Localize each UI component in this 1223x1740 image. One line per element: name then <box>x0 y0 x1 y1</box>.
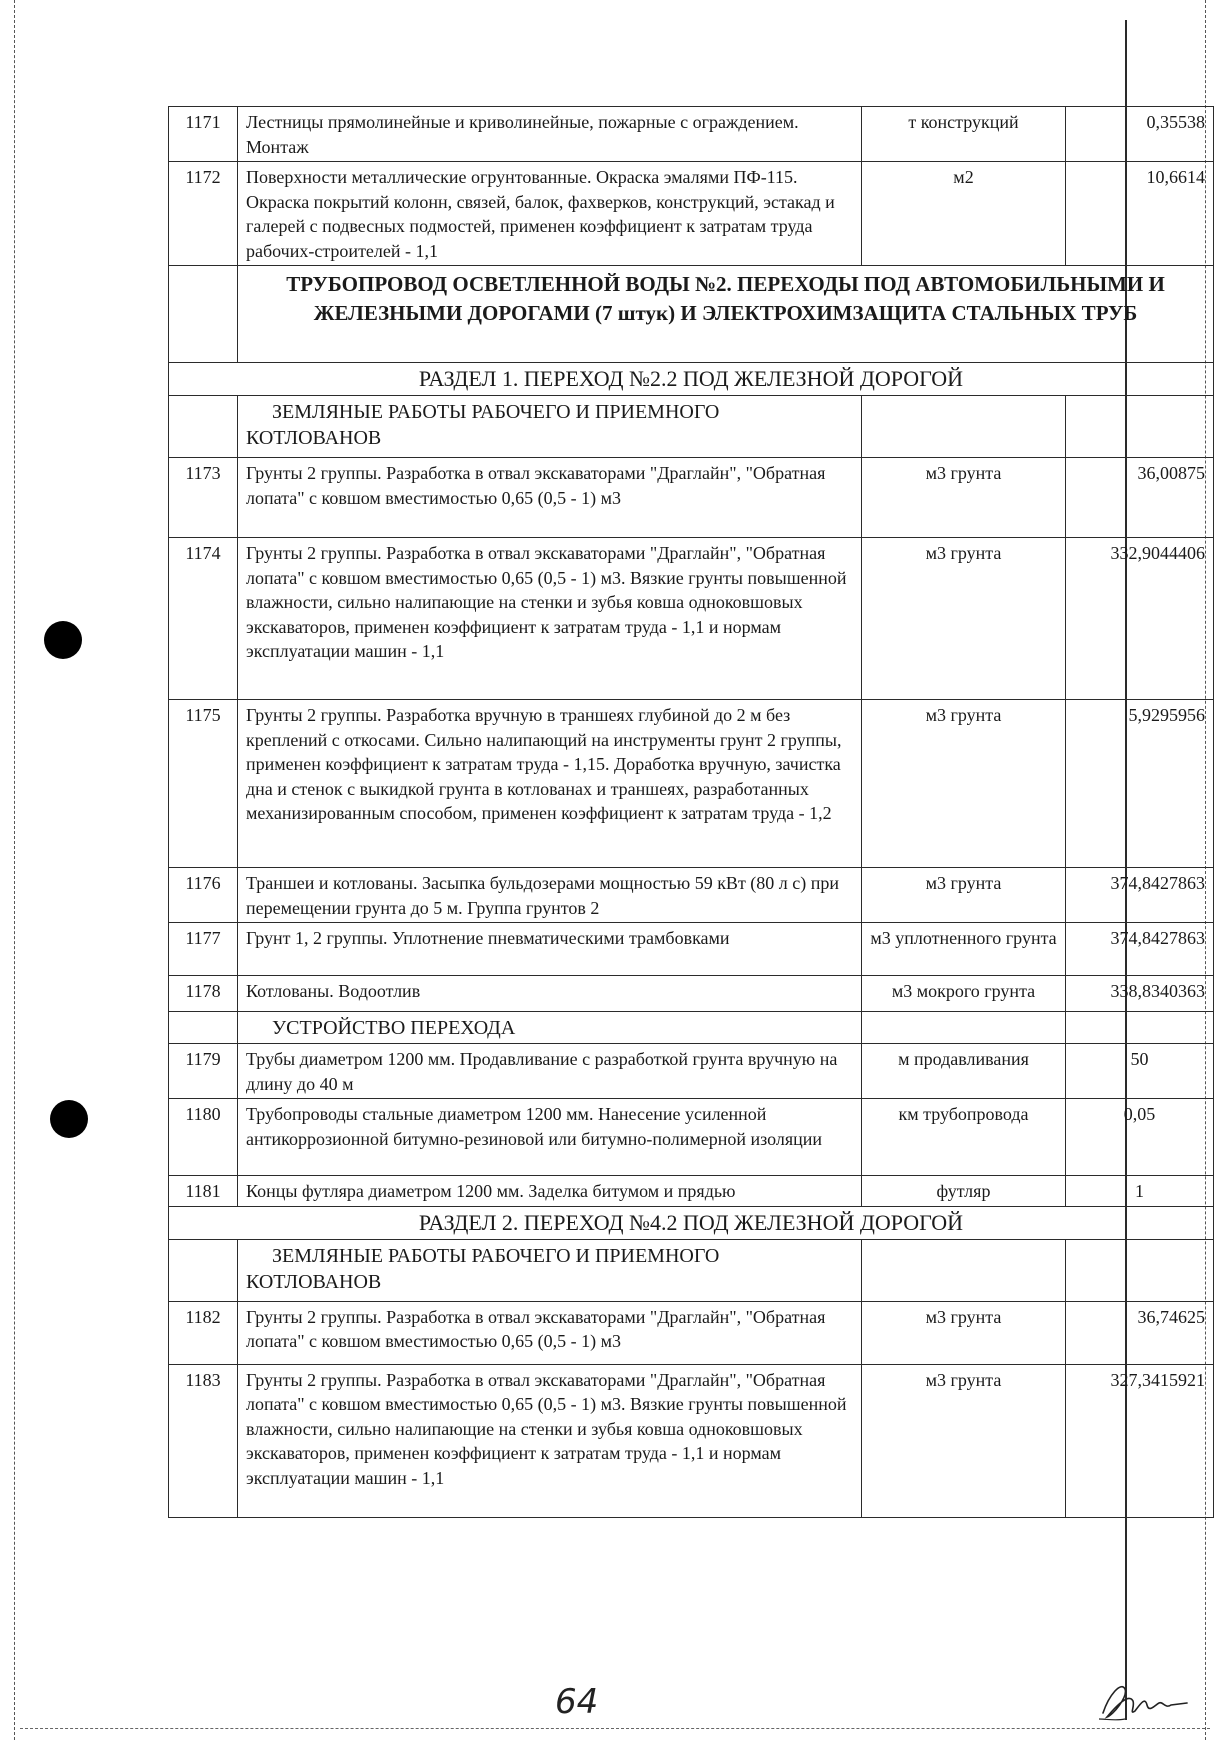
estimate-table <box>168 106 1214 1518</box>
row-quantity: 36,74625 <box>1066 1301 1214 1364</box>
row-description: Грунты 2 группы. Разработка вручную в траншеях глубиной до 2 м без креплений с откосами. Сильно налипающий на инструменты грунт 2 группы, применен коэффициент к затратам труда - 1,15. Доработка вручную, зачистка дна и стенок с выкидкой грунта в котлованах и траншеях, разработанных механизированным способом, применен коэффициент к затратам труда - 1,2 <box>238 700 862 868</box>
table-row <box>169 976 1214 1012</box>
row-number: 1181 <box>169 1176 238 1207</box>
row-unit: м3 грунта <box>862 700 1066 868</box>
row-quantity: 36,00875 <box>1066 458 1214 538</box>
row-number: 1175 <box>169 700 238 868</box>
row-quantity: 10,6614 <box>1066 162 1214 266</box>
table-row <box>169 1364 1214 1517</box>
row-description: Траншеи и котлованы. Засыпка бульдозерами мощностью 59 кВт (80 л с) при перемещении грунта до 5 м. Группа грунтов 2 <box>238 868 862 923</box>
row-number: 1179 <box>169 1044 238 1099</box>
row-number: 1180 <box>169 1099 238 1176</box>
row-unit: м3 грунта <box>862 1301 1066 1364</box>
table-row <box>169 538 1214 700</box>
row-number: 1172 <box>169 162 238 266</box>
table-row <box>169 1044 1214 1099</box>
table-row <box>169 458 1214 538</box>
row-description: Трубы диаметром 1200 мм. Продавливание с разработкой грунта вручную на длину до 40 м <box>238 1044 862 1099</box>
row-description: Грунты 2 группы. Разработка в отвал экскаваторами "Драглайн", "Обратная лопата" с ковшом вместимостью 0,65 (0,5 - 1) м3 <box>238 458 862 538</box>
row-number: 1178 <box>169 976 238 1012</box>
table-row <box>169 700 1214 868</box>
bottom-dashed-line <box>20 1728 1210 1729</box>
row-unit: м3 грунта <box>862 458 1066 538</box>
table-row <box>169 162 1214 266</box>
page-number: 64 <box>555 1682 599 1722</box>
section-row <box>169 363 1214 396</box>
row-quantity: 0,35538 <box>1066 107 1214 162</box>
row-unit: т конструкций <box>862 107 1066 162</box>
row-quantity: 50 <box>1066 1044 1214 1099</box>
section-title: РАЗДЕЛ 2. ПЕРЕХОД №4.2 ПОД ЖЕЛЕЗНОЙ ДОРОГОЙ <box>169 1206 1214 1239</box>
row-description: Грунты 2 группы. Разработка в отвал экскаваторами "Драглайн", "Обратная лопата" с ковшом вместимостью 0,65 (0,5 - 1) м3. Вязкие грунты повышенной влажности, сильно налипающие на стенки и зубья ковша одноковшовых экскаваторов, применен коэффициент к затратам труда - 1,1 и нормам эксплуатации машин - 1,1 <box>238 538 862 700</box>
row-quantity: 374,8427863 <box>1066 868 1214 923</box>
punch-hole-bottom <box>50 1100 88 1138</box>
row-quantity: 332,9044406 <box>1066 538 1214 700</box>
row-unit: м продавливания <box>862 1044 1066 1099</box>
object-heading: ТРУБОПРОВОД ОСВЕТЛЕННОЙ ВОДЫ №2. ПЕРЕХОДЫ ПОД АВТОМОБИЛЬНЫМИ И ЖЕЛЕЗНЫМИ ДОРОГАМИ (7 штук) И ЭЛЕКТРОХИМЗАЩИТА СТАЛЬНЫХ ТРУБ <box>238 266 1214 363</box>
row-unit: м3 грунта <box>862 868 1066 923</box>
punch-hole-top <box>44 621 82 659</box>
row-quantity: 0,05 <box>1066 1099 1214 1176</box>
row-unit: км трубопровода <box>862 1099 1066 1176</box>
row-quantity: 338,8340363 <box>1066 976 1214 1012</box>
section-title: РАЗДЕЛ 1. ПЕРЕХОД №2.2 ПОД ЖЕЛЕЗНОЙ ДОРОГОЙ <box>169 363 1214 396</box>
row-description: Концы футляра диаметром 1200 мм. Заделка битумом и прядью <box>238 1176 862 1207</box>
subsection-title: ЗЕМЛЯНЫЕ РАБОТЫ РАБОЧЕГО И ПРИЕМНОГО КОТЛОВАНОВ <box>238 396 862 458</box>
subsection-row <box>169 1239 1214 1301</box>
row-description: Трубопроводы стальные диаметром 1200 мм. Нанесение усиленной антикоррозионной битумно-резиновой или битумно-полимерной изоляции <box>238 1099 862 1176</box>
row-description: Грунт 1, 2 группы. Уплотнение пневматическими трамбовками <box>238 923 862 976</box>
object-heading-row <box>169 266 1214 363</box>
table-row <box>169 868 1214 923</box>
row-quantity: 5,9295956 <box>1066 700 1214 868</box>
row-description: Котлованы. Водоотлив <box>238 976 862 1012</box>
row-unit: футляр <box>862 1176 1066 1207</box>
table-row <box>169 107 1214 162</box>
subsection-title: ЗЕМЛЯНЫЕ РАБОТЫ РАБОЧЕГО И ПРИЕМНОГО КОТЛОВАНОВ <box>238 1239 862 1301</box>
row-quantity: 374,8427863 <box>1066 923 1214 976</box>
row-quantity: 327,3415921 <box>1066 1364 1214 1517</box>
row-number: 1173 <box>169 458 238 538</box>
subsection-row <box>169 1012 1214 1044</box>
table-row <box>169 1176 1214 1207</box>
row-unit: м3 грунта <box>862 538 1066 700</box>
table-row <box>169 1301 1214 1364</box>
table-row <box>169 923 1214 976</box>
row-number: 1183 <box>169 1364 238 1517</box>
row-description: Поверхности металлические огрунтованные. Окраска эмалями ПФ-115. Окраска покрытий колонн, связей, балок, фахверков, конструкций, эстакад и галерей с подвесных подмостей, применен коэффициент к затратам труда рабочих-строителей - 1,1 <box>238 162 862 266</box>
subsection-title: УСТРОЙСТВО ПЕРЕХОДА <box>238 1012 862 1044</box>
row-unit: м3 уплотненного грунта <box>862 923 1066 976</box>
row-number: 1176 <box>169 868 238 923</box>
row-unit: м2 <box>862 162 1066 266</box>
row-unit: м3 мокрого грунта <box>862 976 1066 1012</box>
row-number: 1182 <box>169 1301 238 1364</box>
row-description: Грунты 2 группы. Разработка в отвал экскаваторами "Драглайн", "Обратная лопата" с ковшом вместимостью 0,65 (0,5 - 1) м3. Вязкие грунты повышенной влажности, сильно налипающие на стенки и зубья ковша одноковшовых экскаваторов, применен коэффициент к затратам труда - 1,1 и нормам эксплуатации машин - 1,1 <box>238 1364 862 1517</box>
row-description: Лестницы прямолинейные и криволинейные, пожарные с ограждением. Монтаж <box>238 107 862 162</box>
row-description: Грунты 2 группы. Разработка в отвал экскаваторами "Драглайн", "Обратная лопата" с ковшом вместимостью 0,65 (0,5 - 1) м3 <box>238 1301 862 1364</box>
row-quantity: 1 <box>1066 1176 1214 1207</box>
subsection-row <box>169 396 1214 458</box>
row-number: 1171 <box>169 107 238 162</box>
table-row <box>169 1099 1214 1176</box>
row-number: 1174 <box>169 538 238 700</box>
row-number: 1177 <box>169 923 238 976</box>
left-margin-dashed-line <box>14 0 15 1740</box>
section-row <box>169 1206 1214 1239</box>
row-unit: м3 грунта <box>862 1364 1066 1517</box>
signature <box>1095 1675 1195 1725</box>
